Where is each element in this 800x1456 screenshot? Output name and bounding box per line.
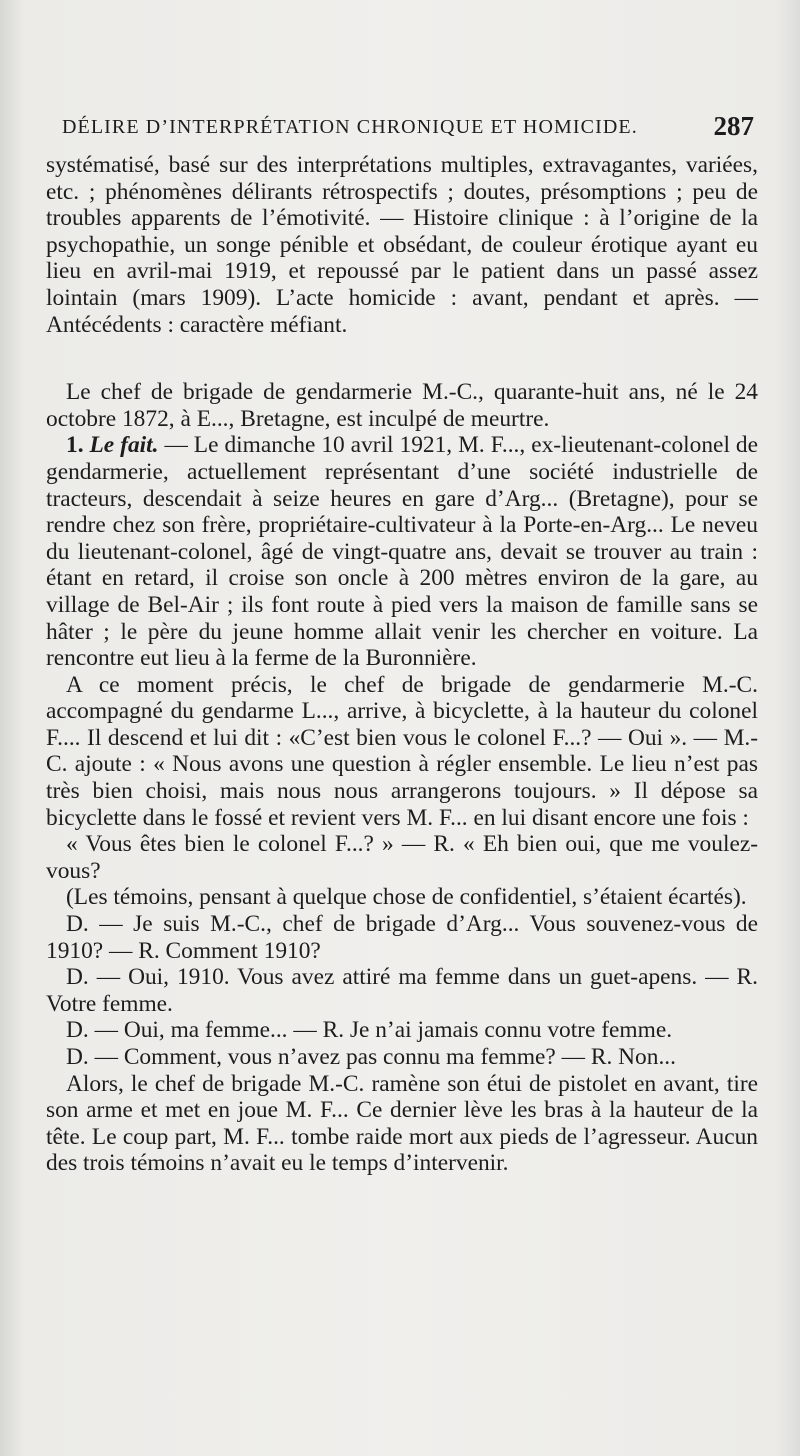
body-text <box>46 152 758 1177</box>
section-number: 1. <box>66 432 84 459</box>
case-introduction: Le chef de brigade de gendarmerie M.-C., quarante-huit ans, né le 24 octobre 1872, à E..., Bretagne, est inculpé de meurtre. <box>46 379 758 432</box>
dialogue-line: D. — Je suis M.-C., chef de brigade d’Arg... Vous souvenez-vous de 1910? — R. Comment 1910? <box>46 911 758 964</box>
page-number: 287 <box>713 111 754 141</box>
chapter-summary: systématisé, basé sur des interprétations multiples, extravagantes, variées, etc. ; phénomènes délirants rétrospectifs ; doutes, présomptions ; peu de troubles apparents de l’émotivité. — Histoire clinique : à l’origine de la psychopathie, un songe pénible et obsédant, de couleur érotique ayant eu lieu en avril-mai 1919, et repoussé par le patient dans un passé assez lointain (mars 1909). L’acte homicide : avant, pendant et après. — Antécédents : caractère méfiant. <box>46 152 758 338</box>
running-head <box>62 111 756 146</box>
moment-paragraph: A ce moment précis, le chef de brigade de gendarmerie M.-C. accompagné du gendarme L..., arrive, à bicyclette, à la hauteur du colonel F.... Il descend et lui dit : «C’est bien vous le colonel F...? — Oui ». — M.-C. ajoute : « Nous avons une question à régler ensemble. Le lieu n’est pas très bien choisi, mais nous nous arrangerons toujours. » Il dépose sa bicyclette dans le fossé et revient vers M. F... en lui disant encore une fois : <box>46 671 758 831</box>
section-title: Le fait. <box>89 432 159 459</box>
witnesses-paragraph: (Les témoins, pensant à quelque chose de confidentiel, s’étaient écartés). <box>66 884 747 911</box>
conclusion-paragraph: Alors, le chef de brigade M.-C. ramène son étui de pistolet en avant, tire son arme et met en joue M. F... Ce dernier lève les bras à la hauteur de la tête. Le coup part, M. F... tombe raide mort aux pieds de l’agresseur. Aucun des trois témoins n’avait eu le temps d’intervenir. <box>46 1070 758 1177</box>
question-paragraph: « Vous êtes bien le colonel F...? » — R. « Eh bien oui, que me voulez-vous? <box>46 831 758 884</box>
dialogue-line: D. — Comment, vous n’avez pas connu ma femme? — R. Non... <box>66 1044 676 1070</box>
section-fait <box>46 432 758 671</box>
running-title: DÉLIRE D’INTERPRÉTATION CHRONIQUE ET HOMICIDE. <box>62 116 638 138</box>
dialogue-line: D. — Oui, ma femme... — R. Je n’ai jamais connu votre femme. <box>66 1017 673 1044</box>
section-fait-body: — Le dimanche 10 avril 1921, M. F..., ex-lieutenant-colonel de gendarmerie, actuellement représentant d’une société industrielle de tracteurs, descendait à seize heures en gare d’Arg... (Bretagne), pour se rendre chez son frère, propriétaire-cultivateur à la Porte-en-Arg... Le neveu du lieutenant-colonel, âgé de vingt-quatre ans, devait se trouver au train : étant en retard, il croise son oncle à 200 mètres environ de la gare, au village de Bel-Air ; ils font route à pied vers la maison de famille sans se hâter ; le père du jeune homme allait venir les chercher en voiture. La rencontre eut lieu à la ferme de la Buronnière. <box>46 432 758 672</box>
paragraph-gap <box>46 338 758 379</box>
dialogue-line: D. — Oui, 1910. Vous avez attiré ma femme dans un guet-apens. — R. Votre femme. <box>46 964 758 1017</box>
